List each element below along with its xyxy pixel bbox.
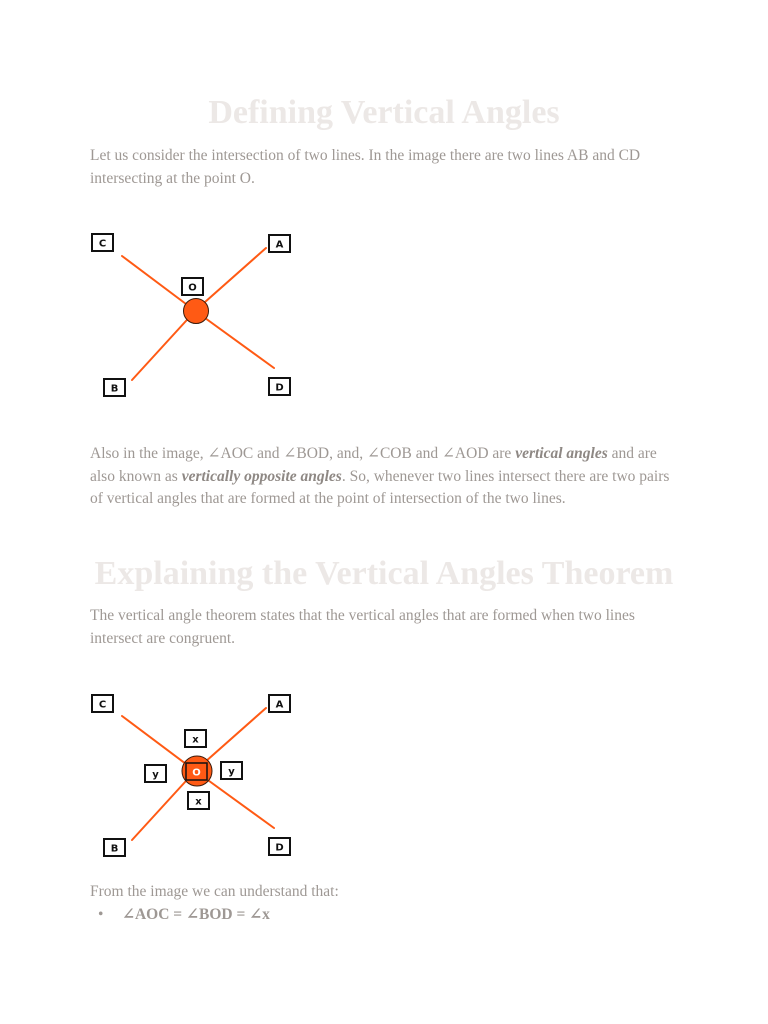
- label-x-bottom: [188, 792, 209, 809]
- diagram-intersecting-lines: [80, 228, 310, 403]
- svg-text:y: y: [228, 766, 235, 778]
- vertical-angles-paragraph: [90, 443, 680, 511]
- label-y-left: [145, 765, 166, 782]
- diagram-vertical-angles-theorem-svg: [80, 688, 310, 863]
- label-c: [92, 234, 113, 251]
- intro-paragraph: Let us consider the intersection of two lines. In the image there are two lines AB and CD intersecting at the point O.: [90, 147, 641, 187]
- heading-defining-vertical-angles: Defining Vertical Angles: [208, 94, 560, 131]
- diagram-intersecting-lines-svg: [80, 228, 310, 403]
- svg-text:x: x: [192, 734, 199, 746]
- line-segment-c-o: [122, 716, 194, 770]
- svg-text:y: y: [152, 769, 159, 781]
- bullet-marker: •: [98, 906, 104, 923]
- label-x-top: [185, 730, 206, 747]
- list-item: [90, 904, 270, 926]
- svg-text:O: O: [192, 767, 201, 779]
- term-vertically-opposite-angles: vertically opposite angles: [181, 467, 342, 485]
- svg-text:A: A: [275, 239, 284, 251]
- svg-text:D: D: [275, 382, 284, 394]
- line-segment-a-o: [196, 248, 266, 310]
- label-d: [269, 378, 290, 395]
- svg-text:B: B: [110, 383, 119, 395]
- list-item-text: ∠AOC = ∠BOD = ∠x: [122, 906, 270, 923]
- svg-text:C: C: [98, 238, 107, 250]
- understanding-paragraph: From the image we can understand that:: [90, 883, 339, 900]
- line-segment-o-b: [132, 310, 196, 380]
- label-d: [269, 838, 290, 855]
- svg-text:x: x: [195, 796, 202, 808]
- svg-text:O: O: [188, 282, 197, 294]
- text-run: . So, whenever two lines intersect there are two pairs of vertical angles that are formed at the point of intersection of the two lines.: [90, 467, 670, 507]
- text-run: Also in the image, ∠AOC and ∠BOD, and, ∠COB and ∠AOD are: [90, 445, 516, 462]
- svg-text:C: C: [98, 699, 107, 711]
- label-b: [104, 839, 125, 856]
- label-a: [269, 695, 290, 712]
- theorem-paragraph: The vertical angle theorem states that the vertical angles that are formed when two lines intersect are congruent.: [90, 607, 635, 647]
- label-o: [182, 278, 203, 295]
- heading-explaining-theorem: Explaining the Vertical Angles Theorem: [94, 555, 674, 592]
- conclusion-list: [90, 904, 270, 926]
- svg-text:B: B: [110, 843, 119, 855]
- text-run: and are also known as: [90, 445, 657, 485]
- svg-text:D: D: [275, 842, 284, 854]
- svg-text:A: A: [275, 699, 284, 711]
- term-vertical-angles: vertical angles: [515, 445, 608, 462]
- label-b: [104, 379, 125, 396]
- label-y-right: [221, 762, 242, 779]
- diagram-vertical-angles-theorem: [80, 688, 310, 863]
- label-a: [269, 235, 290, 252]
- intersection-point-o: [184, 299, 209, 324]
- label-c: [92, 695, 113, 712]
